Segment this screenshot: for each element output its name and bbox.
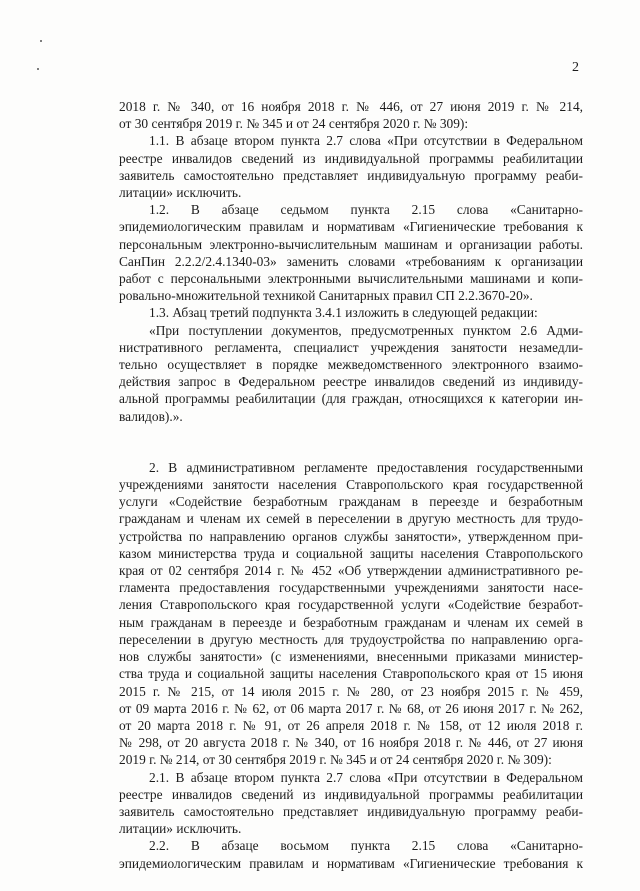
text-line: гражданам и членам их семей в переселении в другую местность для трудо- (119, 511, 583, 527)
text-line: действия запрос в Федеральном реестре инвалидов сведений из индивиду- (119, 374, 583, 390)
text-line: СанПин 2.2.2/2.4.1340-03» заменить словами «требованиям к организации (119, 253, 583, 269)
text-line: 2019 г. № 214, от 30 сентября 2019 г. № 345 и от 24 сентября 2020 г. № 309): (119, 752, 552, 768)
text-line: ным гражданам в переезде и безработным гражданам и членам их семей в (119, 614, 583, 630)
text-line: от 30 сентября 2019 г. № 345 и от 24 сентября 2020 г. № 309): (119, 116, 469, 132)
text-line: 1.2. В абзаце седьмом пункта 2.15 слова «Санитарно- (149, 202, 583, 218)
text-line: эпидемиологическим правилам и нормативам «Гигиенические требования к (119, 855, 583, 871)
text-line: устройства по направлению органов службы занятости», утвержденном при- (119, 528, 583, 544)
text-line: ления Ставропольского края государственной услуги «Содействие безработ- (119, 597, 583, 613)
text-line: работ с персональными электронными вычислительными машинами и копи- (119, 271, 583, 287)
text-line: заявитель самостоятельно представляет индивидуальную программу реаби- (119, 803, 583, 819)
document-body (119, 98, 583, 872)
text-line: гламента предоставления государственными учреждениями занятости насе- (119, 580, 583, 596)
text-line: эпидемиологическим правилам и нормативам «Гигиенические требования к (119, 219, 583, 235)
text-line: литации» исключить. (119, 185, 242, 201)
text-line: 2.1. В абзаце втором пункта 2.7 слова «При отсутствии в Федеральном (149, 769, 583, 785)
text-line: переселении в другую местность для трудоустройства по направлению орга- (119, 631, 583, 647)
scan-speck (37, 68, 39, 70)
text-line: 2018 г. № 340, от 16 ноября 2018 г. № 446, от 27 июня 2019 г. № 214, (119, 99, 583, 114)
text-line: валидов).». (119, 408, 183, 424)
text-line: тельно осуществляет в порядке межведомственного электронного взаимо- (119, 357, 583, 373)
paragraph-gap (119, 425, 583, 459)
text-line: реестре инвалидов сведений из индивидуальной программы реабилитации (119, 150, 583, 166)
text-line: персональным электронно-вычислительным машинам и организации работы. (119, 236, 583, 252)
page-number: 2 (572, 60, 579, 75)
text-line: № 298, от 20 августа 2018 г. № 340, от 16 ноября 2018 г. № 446, от 27 июня (119, 735, 583, 751)
text-line: реестре инвалидов сведений из индивидуальной программы реабилитации (119, 786, 583, 802)
text-line: края от 02 сентября 2014 г. № 452 «Об утверждении административного ре- (119, 563, 583, 579)
text-line: заявитель самостоятельно представляет индивидуальную программу реаби- (119, 167, 583, 183)
scan-speck (40, 40, 42, 42)
text-line: 2. В административном регламенте предоставления государственными (149, 459, 583, 475)
text-line: 1.3. Абзац третий подпункта 3.4.1 изложить в следующей редакции: (149, 305, 538, 321)
text-line: казом министерства труда и социальной защиты населения Ставропольского (119, 545, 583, 561)
text-line: 1.1. В абзаце втором пункта 2.7 слова «При отсутствии в Федеральном (149, 133, 583, 149)
text-line: от 09 марта 2016 г. № 62, от 06 марта 2017 г. № 68, от 26 июня 2017 г. № 262, (119, 700, 583, 716)
text-line: услуги «Содействие безработным гражданам в переезде и безработным (119, 494, 583, 510)
text-line: нистративного регламента, специалист учреждения занятости незамедли- (119, 339, 583, 355)
text-line: учреждениями занятости населения Ставропольского края государственной (119, 477, 583, 493)
text-line: от 20 марта 2018 г. № 91, от 26 апреля 2018 г. № 158, от 12 июля 2018 г. (119, 717, 583, 733)
text-line: 2.2. В абзаце восьмом пункта 2.15 слова «Санитарно- (149, 838, 583, 854)
text-line: «При поступлении документов, предусмотренных пунктом 2.6 Адми- (149, 322, 583, 338)
text-line: литации» исключить. (119, 821, 242, 837)
text-line: ровально-множительной техникой Санитарных правил СП 2.2.3670-20». (119, 288, 533, 304)
text-line: нов службы занятости» (с изменениями, внесенными приказами министер- (119, 649, 583, 665)
text-line: альной программы реабилитации (для граждан, относящихся к категории ин- (119, 391, 583, 407)
text-line: 2015 г. № 215, от 14 июля 2015 г. № 280, от 23 ноября 2015 г. № 459, (119, 683, 583, 699)
text-line: ства труда и социальной защиты населения Ставропольского края от 15 июня (119, 666, 583, 682)
